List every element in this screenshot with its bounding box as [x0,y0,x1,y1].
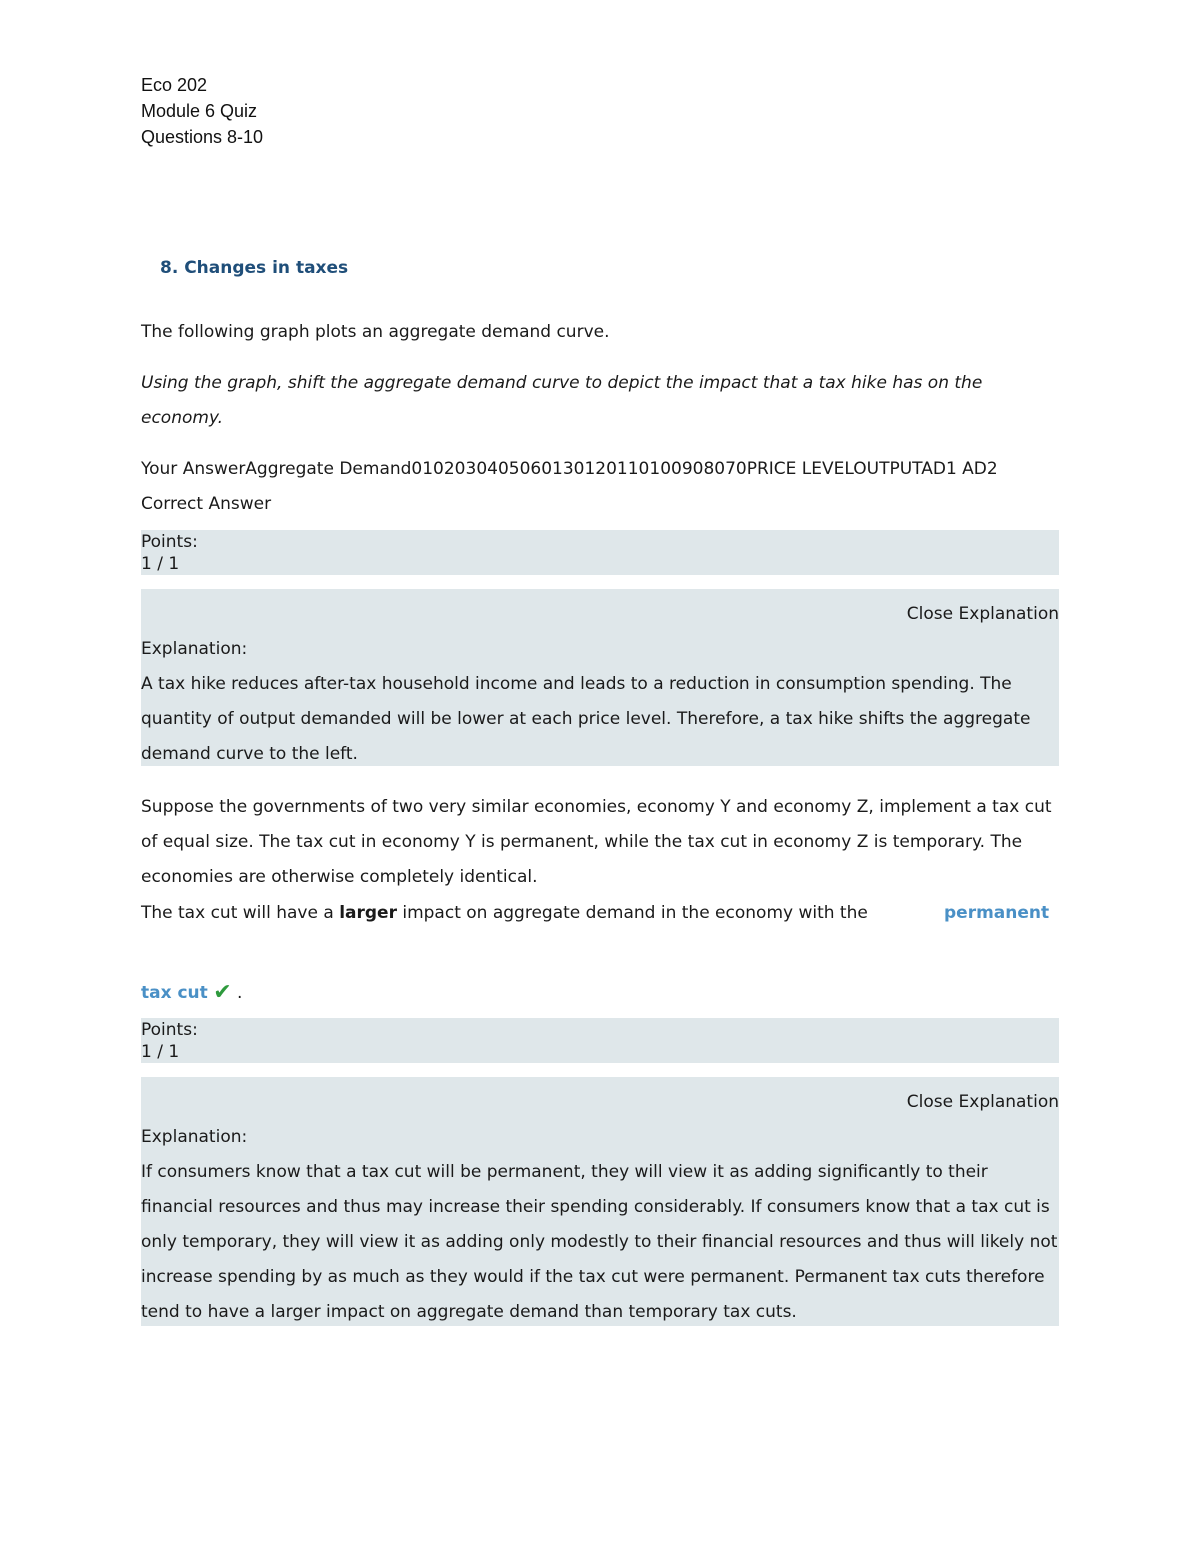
explanation-label: Explanation: [141,639,248,659]
question-9-explanation-box [141,1077,1059,1326]
check-icon: ✔ [213,980,232,1005]
question-8-intro: The following graph plots an aggregate demand curve. [141,322,610,342]
question-9-points-box [141,1018,1059,1063]
explanation-label: Explanation: [141,1127,248,1147]
explanation-text: A tax hike reduces after-tax household income and leads to a reduction in consumption spending. The quantity of output demanded will be lower at each price level. Therefore, a tax hike shifts the aggregate demand curve to the left. [141,674,1031,764]
question-8-explanation-box [141,589,1059,766]
quiz-name: Module 6 Quiz [141,101,258,121]
points-value: 1 / 1 [141,1042,180,1062]
course-name: Eco 202 [141,75,208,95]
question-8-instruction: Using the graph, shift the aggregate demand curve to depict the impact that a tax hike has on the economy. [141,373,983,428]
explanation-text: If consumers know that a tax cut will be permanent, they will view it as adding significantly to their financial resources and thus may increase their spending considerably. If consumers know that a tax cut is only temporary, they will view it as adding only modestly to their financial resources and thus will likely not increase spending by as much as they would if the tax cut were permanent. Permanent tax cuts therefore tend to have a larger impact on aggregate demand than temporary tax cuts. [141,1162,1058,1322]
sentence-mid: impact on aggregate demand in the economy with the [396,903,868,923]
correct-answer-label[interactable]: Correct Answer [141,494,272,514]
question-8-points-box [141,530,1059,575]
points-value: 1 / 1 [141,554,180,574]
points-label: Points: [141,1020,198,1040]
close-explanation-link[interactable]: Close Explanation [906,604,1059,624]
your-answer-graph-text: Your AnswerAggregate Demand0102030405060130120110100908070PRICE LEVELOUTPUTAD1 AD2 [141,459,998,479]
document-header [141,72,263,150]
selected-answer-continuation[interactable]: tax cut [141,983,208,1003]
sentence-bold-word: larger [339,903,397,923]
question-9-sentence [141,896,1059,931]
sentence-end: . [237,983,243,1003]
sentence-start: The tax cut will have a [141,903,340,923]
question-9-answer-continuation [141,975,1059,1011]
question-8-title: 8. Changes in taxes [160,258,349,278]
question-range: Questions 8-10 [141,127,264,147]
question-9-scenario: Suppose the governments of two very similar economies, economy Y and economy Z, implement a tax cut of equal size. The tax cut in economy Y is permanent, while the tax cut in economy Z is temporary. The economies are otherwise completely identical. [141,797,1052,887]
close-explanation-link[interactable]: Close Explanation [906,1092,1059,1112]
points-label: Points: [141,532,198,552]
selected-answer-dropdown[interactable]: permanent [944,903,1050,923]
